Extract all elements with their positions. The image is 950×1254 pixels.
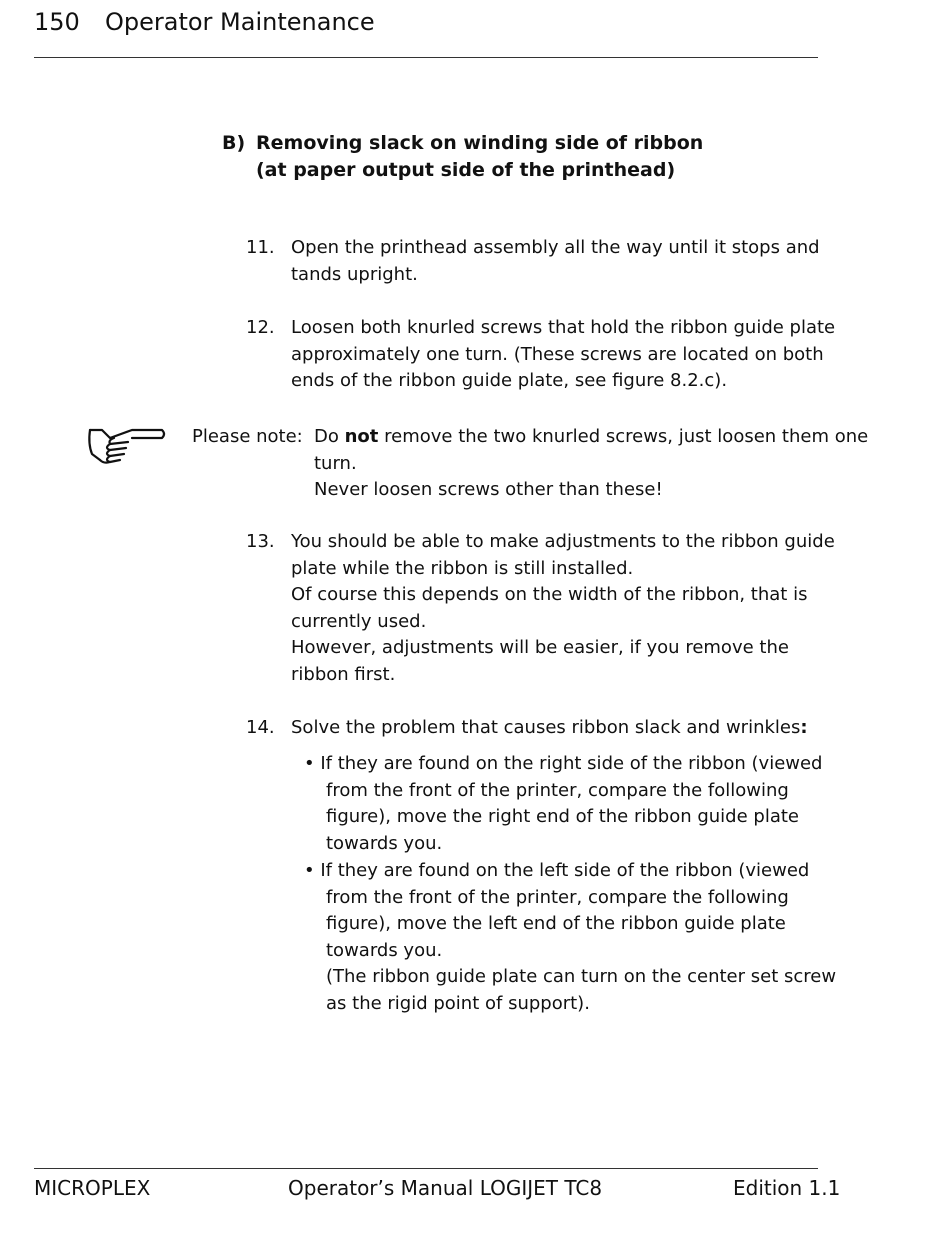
bullet-first-line: • If they are found on the right side of the ribbon (viewed <box>304 753 823 774</box>
header-rule <box>34 57 818 58</box>
pointing-hand-icon <box>84 420 168 472</box>
step-text-line: However, adjustments will be easier, if you remove the <box>291 637 789 659</box>
step-text-line: Of course this depends on the width of the ribbon, that is <box>291 584 808 606</box>
step-number: 12. <box>246 317 275 338</box>
chapter-title: Operator Maintenance <box>105 8 375 36</box>
step-text-line: Loosen both knurled screws that hold the ribbon guide plate <box>291 317 836 338</box>
bullet-text-line: as the rigid point of support). <box>326 992 590 1014</box>
step-13 <box>246 529 835 689</box>
step-text-line: tands upright. <box>291 263 418 285</box>
step-number: 11. <box>246 237 275 258</box>
bullet-text-line: from the front of the printer, compare the following <box>326 779 789 801</box>
bullet-text-line: figure), move the left end of the ribbon guide plate <box>326 913 786 935</box>
section-letter: B) <box>222 132 246 154</box>
step-colon: : <box>800 717 808 738</box>
bullet-item-left <box>304 858 836 1018</box>
bullet-text-line: towards you. <box>326 939 443 961</box>
note-text-part: Do <box>314 426 345 447</box>
step-text-line: You should be able to make adjustments to the ribbon guide <box>291 531 835 552</box>
section-title-line2: (at paper output side of the printhead) <box>256 159 676 181</box>
footer-edition: Edition 1.1 <box>733 1176 841 1200</box>
step-text-line: plate while the ribbon is still installed. <box>291 557 634 579</box>
step-number: 14. <box>246 717 275 738</box>
note-text-line: turn. <box>314 452 357 474</box>
step-text-line: currently used. <box>291 610 427 632</box>
step-number: 13. <box>246 531 275 552</box>
page-number: 150 <box>34 8 80 36</box>
footer-company: MICROPLEX <box>34 1176 151 1200</box>
note-text-line: Never loosen screws other than these! <box>314 479 663 501</box>
bullet-text-line: figure), move the right end of the ribbon guide plate <box>326 806 799 828</box>
bullet-first-line: • If they are found on the left side of the ribbon (viewed <box>304 860 810 881</box>
step-text-line: Open the printhead assembly all the way until it stops and <box>291 237 820 258</box>
step-text-line: Solve the problem that causes ribbon slack and wrinkles <box>291 717 801 738</box>
note-label: Please note: <box>192 426 303 447</box>
footer-manual-title: Operator’s Manual LOGIJET TC8 <box>288 1176 603 1200</box>
section-heading <box>222 130 703 184</box>
step-11 <box>246 235 826 288</box>
bullet-text-line: (The ribbon guide plate can turn on the center set screw <box>326 966 837 988</box>
step-text-line: ribbon first. <box>291 663 396 685</box>
bullet-text-line: towards you. <box>326 832 443 854</box>
section-title-line1: Removing slack on winding side of ribbon <box>256 132 704 154</box>
note-emphasis: not <box>344 426 379 447</box>
step-14 <box>246 715 826 742</box>
step-12 <box>246 315 836 395</box>
step-text-line: approximately one turn. (These screws are located on both <box>291 343 824 365</box>
note-text-part: remove the two knurled screws, just loosen them one <box>378 426 869 447</box>
note-text <box>314 424 868 504</box>
footer-rule <box>34 1168 818 1169</box>
step-text-line: ends of the ribbon guide plate, see figure 8.2.c). <box>291 370 728 392</box>
bullet-text-line: from the front of the printer, compare the following <box>326 886 789 908</box>
bullet-item-right <box>304 751 822 857</box>
